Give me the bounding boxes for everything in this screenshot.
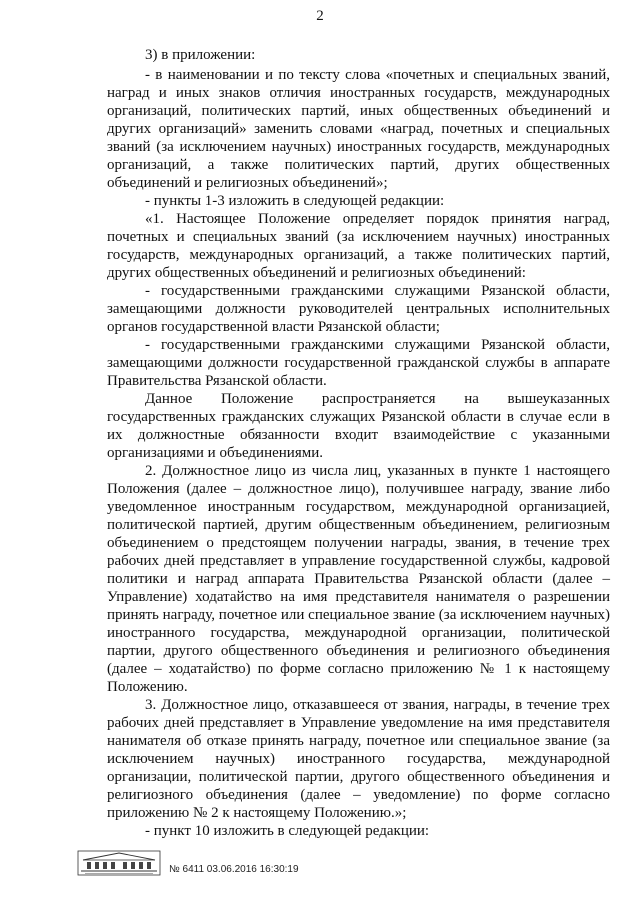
paragraph-point-10-intro: - пункт 10 изложить в следующей редакции: — [145, 823, 430, 839]
document-body — [107, 46, 610, 840]
paragraph-point-2: 2. Должностное лицо из числа лиц, указанных в пункте 1 настоящего Положения (далее – должностное лицо), получившее награду, звание либо уведомленное иностранным государством, международной организацией, политической партией, другим общественным объединением, религиозным объединением о предстоящем получении награды, звания, в течение трех рабочих дней представляет в управление государственной службы, кадровой политики и наград аппарата Правительства Рязанской области (далее – Управление) ходатайство на имя представителя нанимателя о разрешении принять награду, почетное или специальное звание (за исключением научных) иностранного государства, международной организации, политической партии, другого общественного объединения и религиозного объединения (далее – ходатайство) по форме согласно приложению № 1 к настоящему Положению. — [107, 463, 610, 695]
paragraph-points-1-3-intro: - пункты 1-3 изложить в следующей редакции: — [145, 193, 445, 209]
paragraph-point-1-item-b: - государственными гражданскими служащими Рязанской области, замещающими должности государственной гражданской службы в аппарате Правительства Рязанской области. — [107, 337, 610, 389]
building-stamp-icon — [77, 850, 161, 876]
page-number: 2 — [316, 8, 324, 24]
paragraph-point-3: 3. Должностное лицо, отказавшееся от звания, награды, в течение трех рабочих дней представляет в Управление уведомление на имя представителя нанимателя об отказе принять награду, почетное или специальное звание (за исключением научных) иностранного государства, международной организации, политической партии, другого общественного объединения и религиозного объединения (далее – уведомление) по форме согласно приложению № 2 к настоящему Положению.»; — [107, 697, 610, 821]
paragraph-point-1-item-a: - государственными гражданскими служащими Рязанской области, замещающими должности руководителей центральных исполнительных органов государственной власти Рязанской области; — [107, 283, 610, 335]
paragraph-point-1: «1. Настоящее Положение определяет порядок принятия наград, почетных и специальных званий (за исключением научных) иностранных государств, международных организаций, а также политических партий, других общественных объединений и религиозных объединений: — [107, 211, 610, 281]
footer — [77, 846, 299, 876]
paragraph-appendix-heading: 3) в приложении: — [145, 47, 256, 63]
paragraph-title-replacement: - в наименовании и по тексту слова «почетных и специальных званий, наград и иных знаков отличия иностранных государств, международных организаций, политических партий, иных общественных объединений и других организаций» заменить словами «наград, почетных и специальных званий (за исключением научных) иностранных государств, международных организаций, а также политических партий, других общественных объединений и религиозных объединений»; — [107, 67, 610, 191]
paragraph-scope: Данное Положение распространяется на вышеуказанных государственных гражданских служащих Рязанской области в случае если в их должностные обязанности входит взаимодействие с указанными организациями и объединениями. — [107, 391, 610, 461]
registration-code: № 6411 03.06.2016 16:30:19 — [169, 864, 299, 875]
